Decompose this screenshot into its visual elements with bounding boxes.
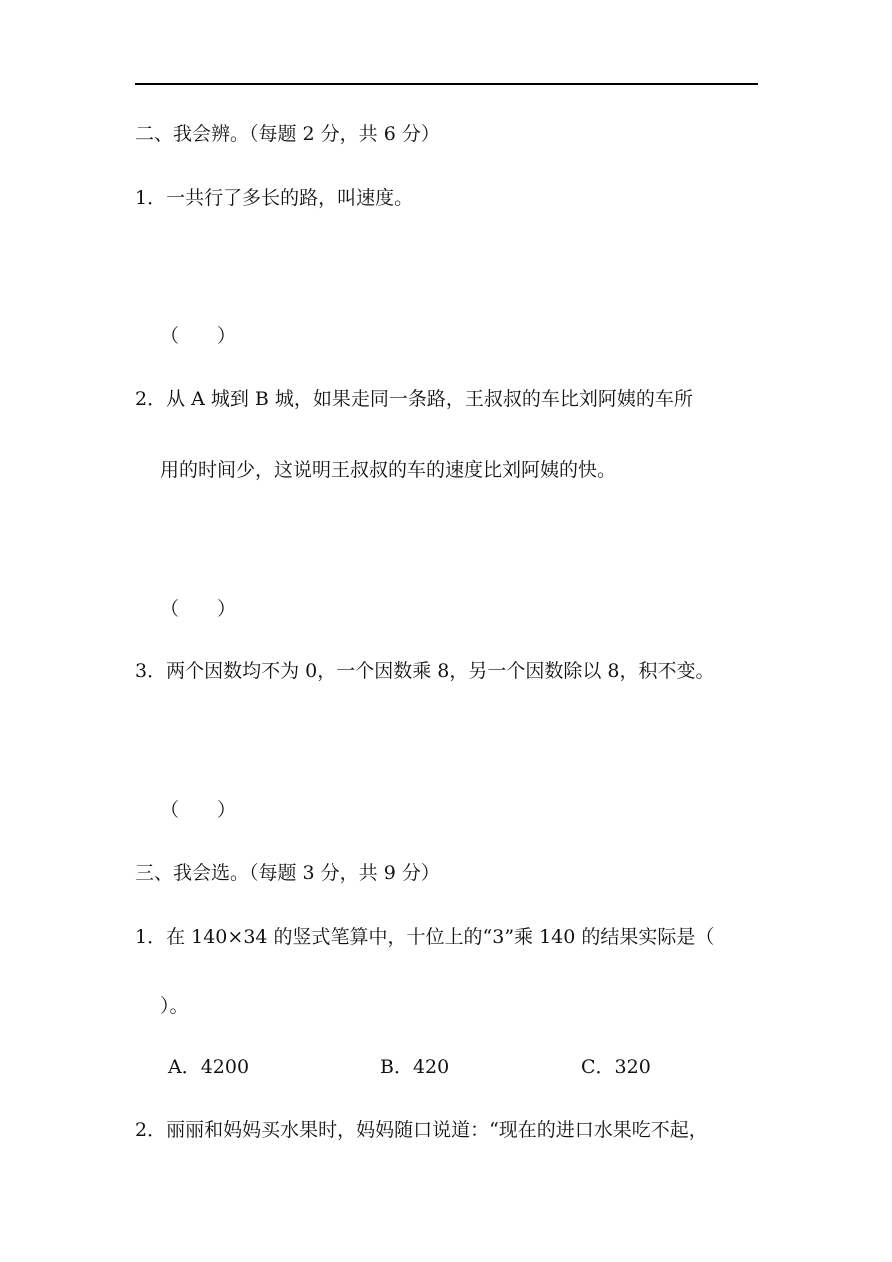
header-rule [135, 83, 758, 85]
choice-question-2-line-1: 2．丽丽和妈妈买水果时，妈妈随口说道：“现在的进口水果吃不起， [135, 1119, 708, 1141]
judge-question-2-line-2: 用的时间少，这说明王叔叔的车的速度比刘阿姨的快。 [160, 459, 617, 481]
section-2-heading: 二、我会辨。（每题 2 分，共 6 分） [135, 123, 440, 145]
judge-answer-3: （ ） [160, 799, 237, 821]
option-c: C．320 [581, 1056, 651, 1078]
option-b: B．420 [380, 1056, 450, 1078]
judge-answer-2: （ ） [160, 598, 237, 620]
choice-question-1-line-2: ）。 [160, 995, 189, 1017]
judge-answer-1: （ ） [160, 325, 237, 347]
judge-question-2-line-1: 2．从 A 城到 B 城，如果走同一条路，王叔叔的车比刘阿姨的车所 [135, 388, 693, 410]
choice-question-1-line-1: 1．在 140×34 的竖式笔算中，十位上的“3”乘 140 的结果实际是（ [135, 926, 715, 948]
judge-question-3: 3．两个因数均不为 0，一个因数乘 8，另一个因数除以 8，积不变。 [135, 660, 715, 682]
section-3-heading: 三、我会选。（每题 3 分，共 9 分） [135, 862, 440, 884]
judge-question-1: 1．一共行了多长的路，叫速度。 [135, 187, 414, 209]
option-a: A．4200 [168, 1056, 250, 1078]
